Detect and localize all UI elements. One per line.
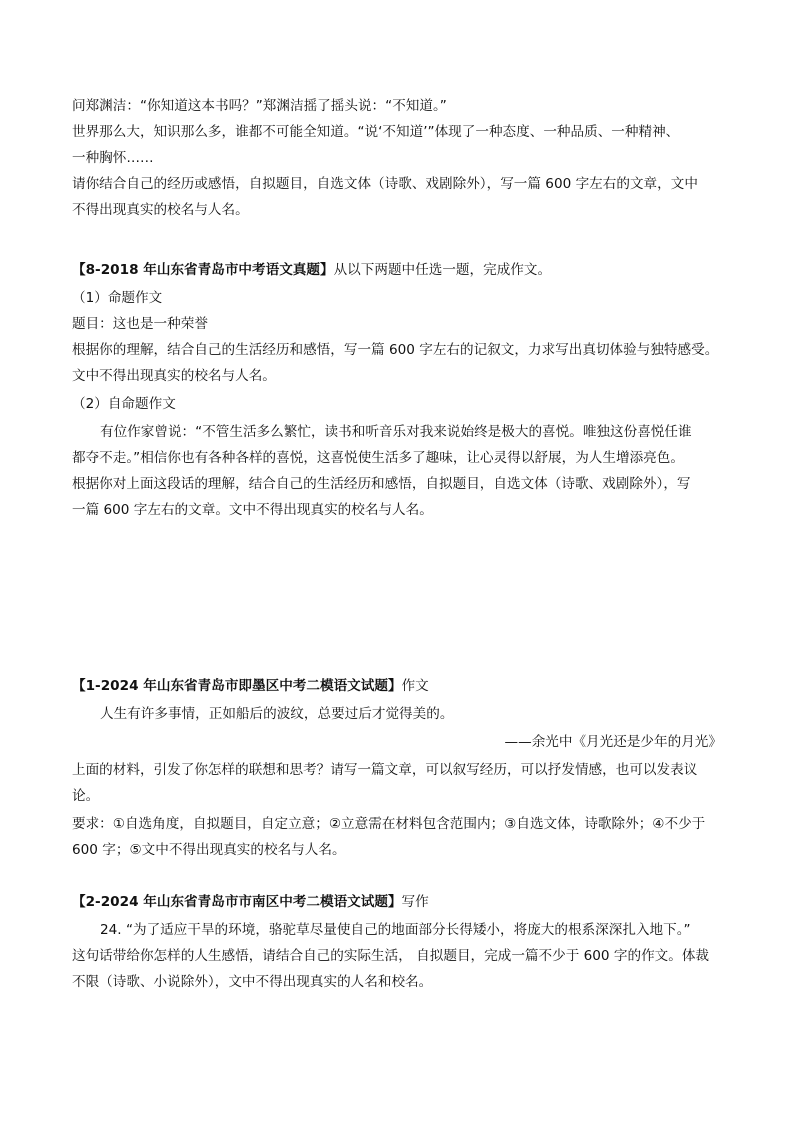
question-heading xyxy=(72,892,429,912)
question-source: 【8-2018 年山东省青岛市中考语文真题】 xyxy=(72,262,334,278)
quote-text: 人生有许多事情，正如船后的波纹，总要过后才觉得美的。 xyxy=(100,706,454,722)
text-line: 上面的材料，引发了你怎样的联想和思考？请写一篇文章，可以叙写经历，可以抒发情感，也可以发表议 xyxy=(72,762,698,778)
question-instruction: 写作 xyxy=(401,894,429,910)
text-line: 有位作家曾说：“不管生活多么繁忙，读书和听音乐对我来说始终是极大的喜悦。唯独这份喜悦任谁 xyxy=(100,424,692,440)
text-line: 论。 xyxy=(72,788,100,804)
text-line: 根据你的理解，结合自己的生活经历和感悟，写一篇 600 字左右的记叙文，力求写出真切体验与独特感受。 xyxy=(72,342,719,358)
text-line: 一篇 600 字左右的文章。文中不得出现真实的校名与人名。 xyxy=(72,502,433,518)
text-line: 请你结合自己的经历或感悟，自拟题目，自选文体（诗歌、戏剧除外），写一篇 600 字左右的文章，文中 xyxy=(72,176,698,192)
text-line: 都夺不走。”相信你也有各种各样的喜悦，这喜悦使生活多了趣味，让心灵得以舒展，为人生增添亮色。 xyxy=(72,450,684,466)
text-line: 这句话带给你怎样的人生感悟，请结合自己的实际生活， 自拟题目，完成一篇不少于 600 字的作文。体裁 xyxy=(72,948,710,964)
text-line: 24. “为了适应干旱的环境，骆驼草尽量使自己的地面部分长得矮小，将庞大的根系深深扎入地下。” xyxy=(100,922,691,938)
text-line: 世界那么大，知识那么多，谁都不可能全知道。“说‘不知道’”体现了一种态度、一种品质、一种精神、 xyxy=(72,124,680,140)
question-source: 【1-2024 年山东省青岛市即墨区中考二模语文试题】 xyxy=(72,678,402,694)
text-line: 不限（诗歌、小说除外），文中不得出现真实的人名和校名。 xyxy=(72,974,433,990)
question-instruction: 作文 xyxy=(401,678,429,694)
text-line: 文中不得出现真实的校名与人名。 xyxy=(72,368,276,384)
text-line: 要求：①自选角度，自拟题目，自定立意；②立意需在材料包含范围内；③自选文体，诗歌除外；④不少于 xyxy=(72,816,706,832)
text-line: （2）自命题作文 xyxy=(72,396,176,412)
text-line: （1）命题作文 xyxy=(72,290,163,306)
question-instruction: 从以下两题中任选一题，完成作文。 xyxy=(333,262,552,278)
question-heading xyxy=(72,676,429,696)
quote-attribution: ——余光中《月光还是少年的月光》 xyxy=(504,734,722,750)
text-line: 问郑渊洁：“你知道这本书吗？”郑渊洁摇了摇头说：“不知道。” xyxy=(72,98,447,114)
question-heading xyxy=(72,260,551,280)
question-source: 【2-2024 年山东省青岛市市南区中考二模语文试题】 xyxy=(72,894,402,910)
text-line: 根据你对上面这段话的理解，结合自己的生活经历和感悟，自拟题目，自选文体（诗歌、戏剧除外），写 xyxy=(72,476,691,492)
text-line: 一种胸怀…… xyxy=(72,150,154,166)
text-line: 600 字；⑤文中不得出现真实的校名与人名。 xyxy=(72,842,346,858)
text-line: 不得出现真实的校名与人名。 xyxy=(72,202,249,218)
text-line: 题目：这也是一种荣誉 xyxy=(72,316,208,332)
